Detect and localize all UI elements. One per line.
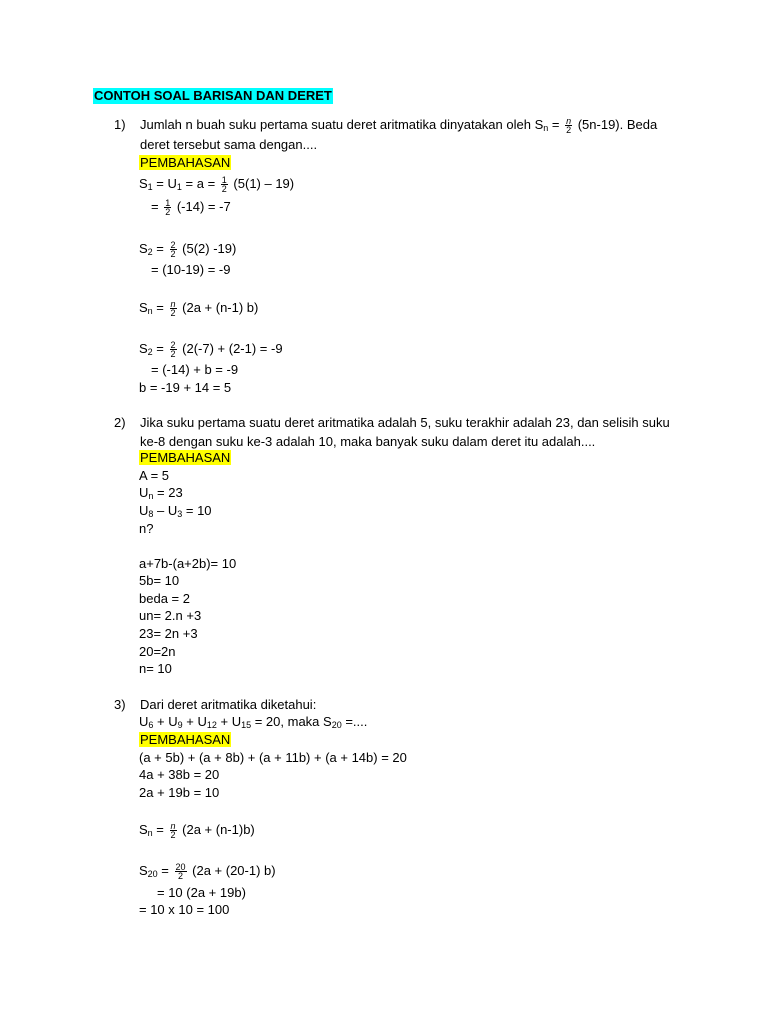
q3-work-3: 2a + 19b = 10 bbox=[139, 785, 220, 800]
q1-work-s2: $S_2$ = $\frac{2}{2}$ (5(2) -19) bbox=[139, 240, 237, 260]
q2-given-a: A = 5 bbox=[139, 468, 169, 483]
q1-work-b: b = -19 + 14 = 5 bbox=[139, 380, 232, 395]
q3-work-s20b: = 10 (2a + 19b) bbox=[157, 885, 246, 900]
q2-given-u8-u3: $U_8 - U_3 = 10$ bbox=[139, 503, 212, 519]
q1-pembahasan-heading: PEMBAHASAN bbox=[140, 155, 231, 170]
q2-question-line2: ke-8 dengan suku ke-3 adalah 10, maka banyak suku dalam deret itu adalah.... bbox=[140, 434, 596, 449]
q2-asked: n? bbox=[139, 521, 154, 536]
q1-work-s1: $S_1 = U_1 = a$ = $\frac{1}{2}$ (5(1) – 19) bbox=[139, 175, 295, 195]
q2-work-7: n= 10 bbox=[139, 661, 172, 676]
q1-question-line1: Jumlah n buah suku pertama suatu deret aritmatika dinyatakan oleh $S_n$ = $\frac{n}{2}$ (5n-19). Beda bbox=[140, 116, 658, 136]
q2-work-3: beda = 2 bbox=[139, 591, 190, 606]
q3-question-line2: $U_6 + U_9 + U_{12} + U_{15} = 20$, maka $S_{20}$ =.... bbox=[139, 714, 368, 730]
q2-work-6: 20=2n bbox=[139, 644, 176, 659]
q1-work-sn: $S_n$ = $\frac{n}{2}$ (2a + (n-1) b) bbox=[139, 299, 259, 319]
q3-work-sn: $S_n$ = $\frac{n}{2}$ (2a + (n-1)b) bbox=[139, 821, 255, 841]
q2-work-5: 23= 2n +3 bbox=[139, 626, 198, 641]
q3-work-2: 4a + 38b = 20 bbox=[139, 767, 220, 782]
q2-number: 2) bbox=[114, 415, 126, 430]
q1-work-s2d: = (-14) + b = -9 bbox=[151, 362, 239, 377]
q1-number: 1) bbox=[114, 117, 126, 132]
q2-work-2: 5b= 10 bbox=[139, 573, 180, 588]
q3-work-1: (a + 5b) + (a + 8b) + (a + 11b) + (a + 14b) = 20 bbox=[139, 750, 407, 765]
q3-question-line1: Dari deret aritmatika diketahui: bbox=[140, 697, 317, 712]
q2-work-4: un= 2.n +3 bbox=[139, 608, 202, 623]
q3-work-s20: $S_{20}$ = $\frac{20}{2}$ (2a + (20-1) b) bbox=[139, 862, 276, 882]
q1-question-line2: deret tersebut sama dengan.... bbox=[140, 137, 318, 152]
q2-question-line1: Jika suku pertama suatu deret aritmatika adalah 5, suku terakhir adalah 23, dan selisih suku bbox=[140, 415, 670, 430]
q2-given-un: $U_n = 23$ bbox=[139, 485, 183, 501]
q2-work-1: a+7b-(a+2b)= 10 bbox=[139, 556, 237, 571]
q3-pembahasan-heading: PEMBAHASAN bbox=[140, 732, 231, 747]
q1-fraction: $\frac{n}{2}$ bbox=[566, 116, 572, 136]
q3-work-s20c: = 10 x 10 = 100 bbox=[139, 902, 230, 917]
q1-work-s2c: $S_2$ = $\frac{2}{2}$ (2(-7) + (2-1) = -9 bbox=[139, 340, 283, 360]
document-title: CONTOH SOAL BARISAN DAN DERET bbox=[94, 88, 332, 103]
q2-pembahasan-heading: PEMBAHASAN bbox=[140, 450, 231, 465]
q3-number: 3) bbox=[114, 697, 126, 712]
q1-work-s2b: = (10-19) = -9 bbox=[151, 262, 231, 277]
q1-work-s1b: = $\frac{1}{2}$ (-14) = -7 bbox=[151, 198, 231, 218]
